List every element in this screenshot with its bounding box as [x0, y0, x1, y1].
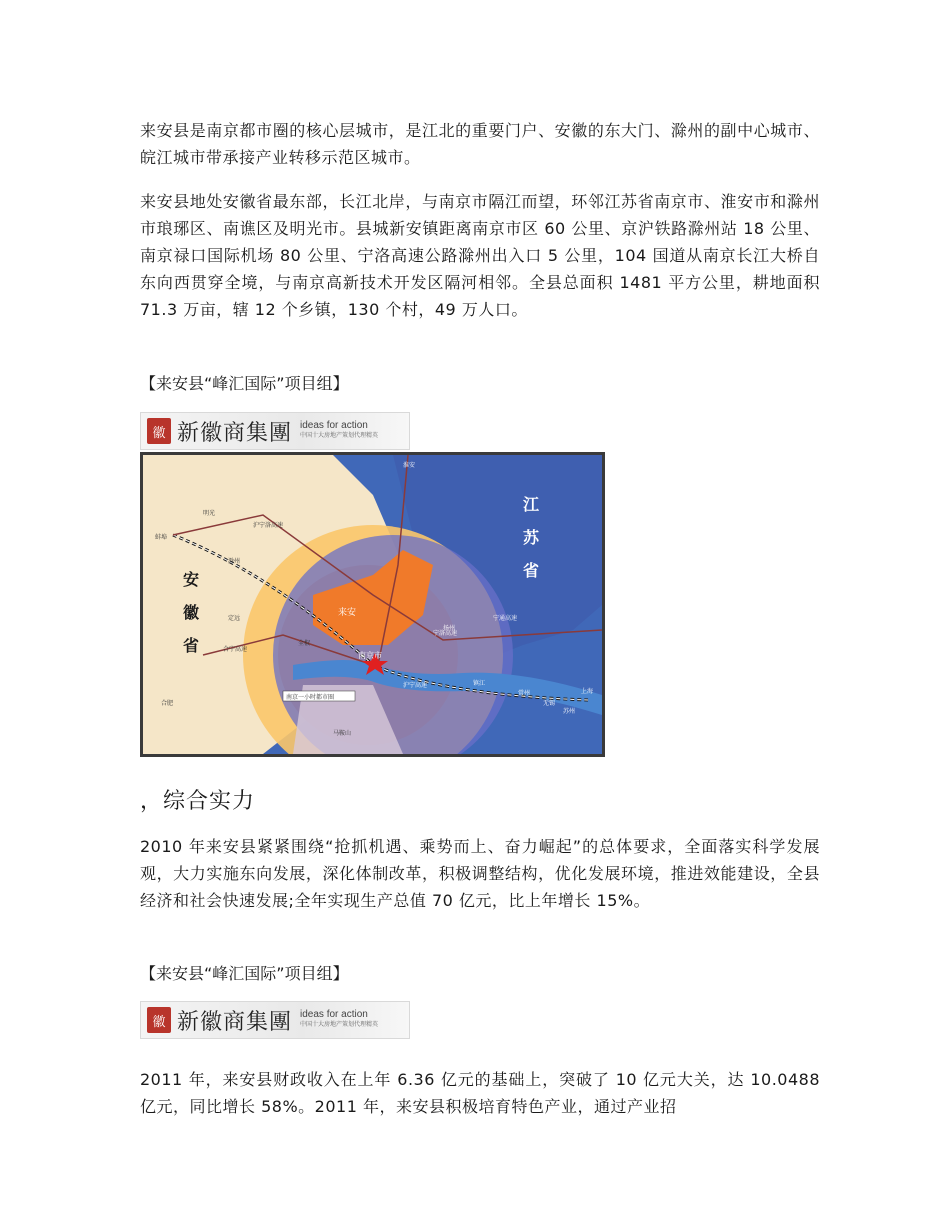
logo-tagline — [300, 1010, 378, 1030]
city-label: 苏州 — [563, 708, 576, 715]
label-jiangsu-2: 苏 — [523, 528, 540, 547]
city-label: 明光 — [203, 510, 216, 517]
seal-icon: 徽 — [147, 418, 171, 444]
logo-name: 新徽商集團 — [177, 420, 293, 446]
road-label: 沪宁洛高速 — [253, 522, 284, 529]
city-label: 淮安 — [403, 462, 416, 469]
city-label: 滁州 — [228, 558, 241, 565]
city-label: 合肥 — [161, 700, 174, 707]
city-label: 蚌埠 — [155, 534, 168, 541]
city-label: 上海 — [581, 688, 594, 695]
label-anhui-1: 安 — [183, 570, 200, 589]
logo-tagline — [300, 421, 378, 441]
logo-tagline-en: ideas for action — [300, 1009, 368, 1020]
label-laian: 来安 — [338, 608, 357, 618]
logo-tagline-cn: 中国十大房地产策划代理精英 — [300, 1021, 379, 1028]
company-logo-banner-2 — [140, 1001, 410, 1039]
location-map-image — [140, 452, 605, 757]
paragraph-location: 来安县地处安徽省最东部，长江北岸，与南京市隔江而望，环邻江苏省南京市、淮安市和滁州市琅琊区、南谯区及明光市。县城新安镇距离南京市区 60 公里、京沪铁路滁州站 18 公里、南京禄口国际机场 80 公里、宁洛高速公路滁州出入口 5 公里，104 国道从南京长江大桥自东向西贯穿全境，与南京高新技术开发区隔河相邻。全县总面积 1481 平方公里，耕地面积 71.3 万亩，辖 12 个乡镇，130 个村，49 万人口。 — [140, 192, 820, 319]
city-label: 全椒 — [298, 640, 311, 647]
road-label: 宁通高速 — [493, 615, 518, 622]
label-nanjing: 南京市 — [358, 651, 382, 660]
city-label: 扬州 — [443, 625, 456, 632]
city-label: 马鞍山 — [333, 730, 352, 737]
label-anhui-2: 徽 — [183, 603, 200, 622]
caption-project-group-2: 【来安县“峰汇国际”项目组】 — [140, 964, 349, 983]
city-label: 无锡 — [543, 700, 556, 707]
paragraph-finance: 2011 年，来安县财政收入在上年 6.36 亿元的基础上，突破了 10 亿元大关，达 10.0488 亿元，同比增长 58%。2011 年，来安县积极培育特色产业，通过产业招 — [140, 1070, 820, 1116]
seal-icon: 徽 — [147, 1007, 171, 1033]
road-label: 宁洛高速 — [433, 630, 458, 637]
regional-map — [143, 455, 602, 754]
logo-tagline-cn: 中国十大房地产策划代理精英 — [300, 432, 379, 439]
paragraph-strength: 2010 年来安县紧紧围绕“抢抓机遇、乘势而上、奋力崛起”的总体要求，全面落实科学发展观，大力实施东向发展，深化体制改革，积极调整结构，优化发展环境，推进效能建设，全县经济和社会快速发展;全年实现生产总值 70 亿元，比上年增长 15%。 — [140, 837, 820, 910]
city-label: 定远 — [228, 615, 241, 622]
paragraph-intro: 来安县是南京都市圈的核心层城市，是江北的重要门户、安徽的东大门、滁州的副中心城市、皖江城市带承接产业转移示范区城市。 — [140, 121, 820, 167]
road-label: 沪宁高速 — [403, 682, 428, 689]
road-label: 合宁高速 — [223, 646, 248, 653]
city-label: 常州 — [518, 690, 531, 697]
label-jiangsu-1: 江 — [523, 495, 540, 514]
label-jiangsu-3: 省 — [523, 561, 540, 580]
logo-name: 新徽商集團 — [177, 1009, 293, 1035]
section-heading: ，综合实力 — [140, 789, 256, 814]
caption-project-group: 【来安县“峰汇国际”项目组】 — [140, 374, 349, 393]
company-logo-banner — [140, 412, 410, 450]
city-label: 镇江 — [473, 680, 486, 687]
logo-tagline-en: ideas for action — [300, 420, 368, 431]
label-anhui-3: 省 — [183, 636, 200, 655]
ring-label: 南京一小时都市圈 — [286, 694, 335, 701]
